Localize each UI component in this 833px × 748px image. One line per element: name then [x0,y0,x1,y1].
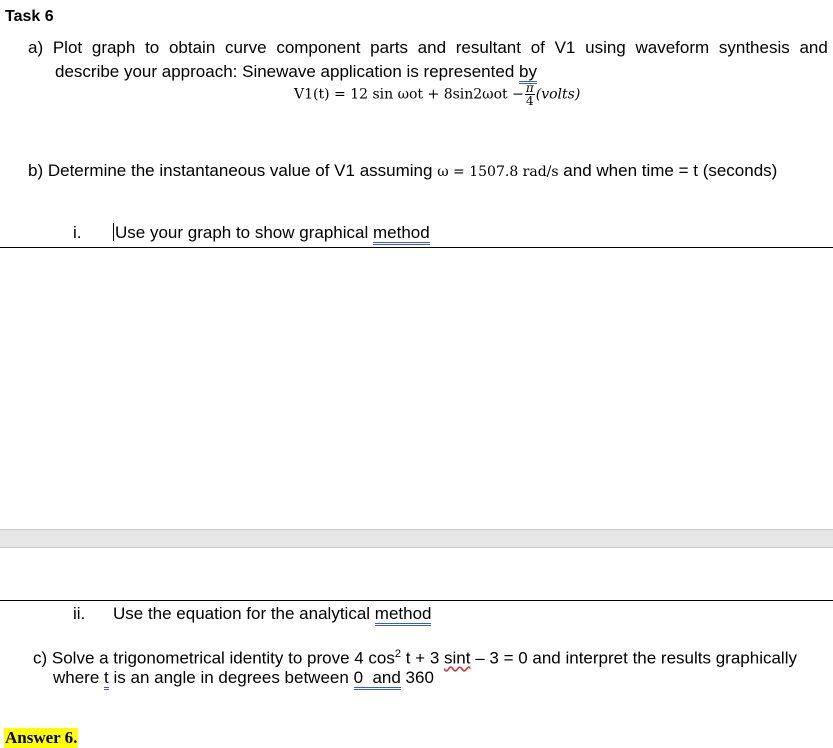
part-b-text-before: b) Determine the instantaneous value of V1 assuming [28,161,438,180]
equation-lhs: V1(t) = 12 sin ωot + 8sin2ωot − [294,86,524,103]
part-c-text-before: c) Solve a trigonometrical identity to prove 4 cos [33,648,395,668]
part-a-word: and [417,38,447,57]
part-c-line-1 [33,648,797,669]
item-i-underlined: method [373,223,430,245]
part-a-line-2-text: describe your approach: Sinewave application is represented [55,62,519,81]
item-ii-label: Use the equation for the analytical [113,604,375,623]
part-b-text-after: and when time = t (seconds) [558,161,778,180]
part-a-line-2-underlined: by [519,62,537,84]
divider-line-top [0,247,833,248]
part-a-word: waveform [635,38,710,57]
part-c-line2-mid: is an angle in degrees between [108,668,354,687]
item-i-label: Use your graph to show graphical [115,223,373,242]
item-i-numeral: i. [73,223,82,242]
part-c-line2-t: t [104,668,109,690]
text-cursor [113,223,114,241]
divider-line-bottom [0,600,833,601]
part-a-word: obtain [168,38,216,57]
page-break-band [0,529,833,548]
part-c-line2-range: 0 and [354,668,401,690]
part-c-superscript: 2 [394,648,402,660]
part-a-word: using [585,38,626,57]
part-c-line2-after: 360 [400,668,434,687]
part-c-line2-before: where [53,668,105,687]
item-ii-underlined: method [375,604,432,626]
part-a-word: Plot [52,38,83,57]
part-a-word: and [799,38,828,57]
part-c-text-mid: t + 3 [401,648,445,668]
part-c-line-2 [53,668,434,688]
fraction-numerator: π [525,81,534,95]
part-b-question [28,161,777,181]
task-title: Task 6 [5,8,54,25]
part-a-line-1 [28,38,828,58]
part-a-word: to [145,38,160,57]
equation-unit: (volts) [535,86,581,103]
answer-label: Answer 6. [5,728,78,747]
part-a-word: graph [91,38,136,57]
part-c-text-after: – 3 = 0 and interpret the results graphically [470,648,797,668]
part-a-word: of [530,38,545,57]
equation-fraction [525,82,535,107]
item-ii-numeral: ii. [73,604,86,623]
item-ii-text [113,604,431,624]
fraction-denominator: 4 [525,94,534,108]
part-a-line-2 [55,62,537,82]
voltage-equation [294,82,580,107]
part-a-word: resultant [455,38,521,57]
part-a-word: component [276,38,361,57]
omega-expression: ω = 1507.8 rad/s [437,164,559,180]
part-c-spellcheck-word: sint [444,648,471,668]
part-a-word: a) [28,38,44,57]
part-a-word: parts [370,38,408,57]
part-a-word: curve [225,38,267,57]
part-a-word: synthesis [718,38,790,57]
part-a-word: V1 [554,38,576,57]
item-i-text[interactable] [113,223,430,243]
